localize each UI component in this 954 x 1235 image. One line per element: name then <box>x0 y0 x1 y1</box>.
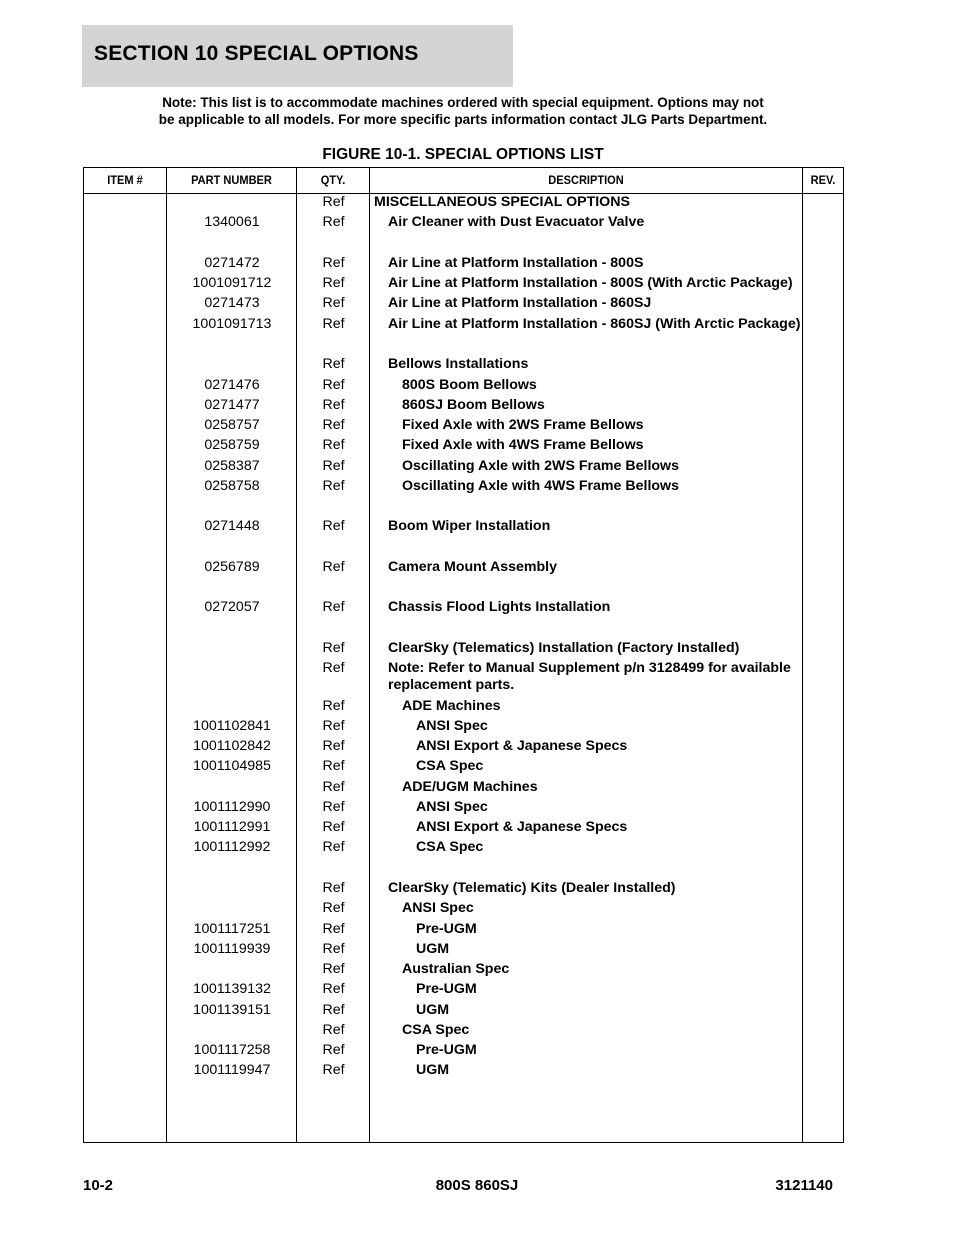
qty-cell: Ref <box>322 599 345 615</box>
part-number-cell: 1001112992 <box>193 839 271 855</box>
description-text-continued: replacement parts. <box>388 677 515 693</box>
description-cell <box>388 640 739 657</box>
qty-cell: Ref <box>322 1062 345 1078</box>
qty-cell: Ref <box>322 738 345 754</box>
part-number-cell: 0258759 <box>204 437 260 453</box>
description-text: ClearSky (Telematic) Kits (Dealer Installed) <box>388 880 676 896</box>
part-number-cell: 0258387 <box>204 458 260 474</box>
part-number-cell: 1001102842 <box>193 738 271 754</box>
description-text: ANSI Spec <box>416 718 488 734</box>
description-text: Chassis Flood Lights Installation <box>388 599 611 615</box>
description-cell <box>402 437 644 454</box>
part-number-cell: 0272057 <box>204 599 260 615</box>
qty-cell: Ref <box>322 295 345 311</box>
part-number-cell: 1001112991 <box>193 819 271 835</box>
description-text: Pre-UGM <box>416 1042 477 1058</box>
special-options-table <box>83 167 844 1143</box>
qty-cell: Ref <box>322 718 345 734</box>
qty-cell: Ref <box>322 478 345 494</box>
qty-cell: Ref <box>322 799 345 815</box>
qty-cell: Ref <box>322 941 345 957</box>
part-number-cell: 1340061 <box>204 214 260 230</box>
qty-cell: Ref <box>322 458 345 474</box>
description-text: 860SJ Boom Bellows <box>402 397 545 413</box>
qty-cell: Ref <box>322 275 345 291</box>
part-number-cell: 1001104985 <box>193 758 271 774</box>
part-number-cell: 1001117251 <box>193 921 271 937</box>
part-number-cell: 0258758 <box>204 478 260 494</box>
description-text: Air Line at Platform Installation - 860SJ (With Arctic Package) <box>388 316 801 332</box>
section-banner <box>82 25 513 87</box>
description-text: Air Line at Platform Installation - 800S (With Arctic Package) <box>388 275 793 291</box>
description-cell <box>388 255 643 272</box>
description-text: Pre-UGM <box>416 981 477 997</box>
footer-model: 800S 860SJ <box>435 1177 519 1194</box>
qty-cell: Ref <box>322 779 345 795</box>
description-cell <box>402 397 545 414</box>
part-number-cell: 1001102841 <box>193 718 271 734</box>
qty-cell: Ref <box>322 255 345 271</box>
description-text: 800S Boom Bellows <box>402 377 537 393</box>
description-text: Air Cleaner with Dust Evacuator Valve <box>388 214 645 230</box>
description-text: Fixed Axle with 2WS Frame Bellows <box>402 417 644 433</box>
qty-cell: Ref <box>322 397 345 413</box>
part-number-cell: 1001139132 <box>193 981 271 997</box>
column-header-rev: REV. <box>810 173 836 187</box>
description-cell <box>402 779 538 796</box>
description-cell <box>374 194 630 211</box>
description-cell <box>416 819 627 836</box>
description-text: ANSI Spec <box>402 900 474 916</box>
description-cell <box>388 559 557 576</box>
column-divider <box>802 168 803 1142</box>
qty-cell: Ref <box>322 900 345 916</box>
qty-cell: Ref <box>322 1042 345 1058</box>
description-cell <box>416 941 449 958</box>
section-title: SECTION 10 SPECIAL OPTIONS <box>94 42 419 65</box>
part-number-cell: 0271473 <box>204 295 260 311</box>
footer-page-number: 10-2 <box>83 1177 114 1194</box>
column-header-description: DESCRIPTION <box>548 173 624 187</box>
description-text: Camera Mount Assembly <box>388 559 557 575</box>
column-header-item: ITEM # <box>107 173 143 187</box>
description-text: CSA Spec <box>416 758 484 774</box>
description-text: ANSI Spec <box>416 799 488 815</box>
description-cell <box>416 839 483 856</box>
description-text: ANSI Export & Japanese Specs <box>416 819 628 835</box>
description-text: UGM <box>416 941 450 957</box>
part-number-cell: 0271477 <box>204 397 260 413</box>
footer-doc-number: 3121140 <box>775 1177 833 1194</box>
description-cell <box>402 417 644 434</box>
part-number-cell: 1001119939 <box>193 941 271 957</box>
figure-title: FIGURE 10-1. SPECIAL OPTIONS LIST <box>322 146 604 163</box>
part-number-cell: 1001139151 <box>193 1002 271 1018</box>
qty-cell: Ref <box>322 839 345 855</box>
description-cell <box>416 1042 477 1059</box>
description-text: UGM <box>416 1062 450 1078</box>
description-cell <box>416 799 488 816</box>
qty-cell: Ref <box>322 880 345 896</box>
description-cell <box>416 1062 449 1079</box>
description-cell <box>388 316 800 333</box>
qty-cell: Ref <box>322 437 345 453</box>
description-text: Pre-UGM <box>416 921 477 937</box>
qty-cell: Ref <box>322 698 345 714</box>
description-text: UGM <box>416 1002 450 1018</box>
part-number-cell: 0271476 <box>204 377 260 393</box>
description-text: ADE/UGM Machines <box>402 779 538 795</box>
part-number-cell: 0258757 <box>204 417 260 433</box>
column-header-part-number: PART NUMBER <box>191 173 272 187</box>
qty-cell: Ref <box>322 417 345 433</box>
qty-cell: Ref <box>322 559 345 575</box>
qty-cell: Ref <box>322 758 345 774</box>
description-cell <box>388 295 651 312</box>
qty-cell: Ref <box>322 640 345 656</box>
part-number-cell: 1001119947 <box>193 1062 271 1078</box>
description-text: Note: Refer to Manual Supplement p/n 3128499 for available <box>388 660 791 676</box>
description-cell <box>402 478 679 495</box>
part-number-cell: 1001091713 <box>192 316 272 332</box>
description-cell <box>402 900 474 917</box>
description-cell <box>416 758 483 775</box>
description-cell <box>388 599 610 616</box>
part-number-cell: 0256789 <box>204 559 260 575</box>
qty-cell: Ref <box>322 921 345 937</box>
description-cell <box>388 880 676 897</box>
description-cell <box>416 738 627 755</box>
qty-cell: Ref <box>322 961 345 977</box>
qty-cell: Ref <box>322 518 345 534</box>
qty-cell: Ref <box>322 660 345 676</box>
description-text: Air Line at Platform Installation - 800S <box>388 255 644 271</box>
description-cell <box>402 1022 469 1039</box>
description-text: ANSI Export & Japanese Specs <box>416 738 628 754</box>
column-header-qty: QTY. <box>320 173 346 187</box>
description-cell <box>402 698 501 715</box>
description-cell <box>416 921 477 938</box>
qty-cell: Ref <box>322 819 345 835</box>
description-cell <box>402 377 537 394</box>
qty-cell: Ref <box>322 194 345 210</box>
description-text: MISCELLANEOUS SPECIAL OPTIONS <box>374 194 630 210</box>
description-text: ADE Machines <box>402 698 501 714</box>
qty-cell: Ref <box>322 316 345 332</box>
description-text: Australian Spec <box>402 961 510 977</box>
part-number-cell: 1001117258 <box>193 1042 271 1058</box>
qty-cell: Ref <box>322 1002 345 1018</box>
qty-cell: Ref <box>322 214 345 230</box>
description-text: Oscillating Axle with 4WS Frame Bellows <box>402 478 679 494</box>
description-text: CSA Spec <box>416 839 484 855</box>
description-cell <box>388 660 791 694</box>
description-text: Oscillating Axle with 2WS Frame Bellows <box>402 458 679 474</box>
qty-cell: Ref <box>322 981 345 997</box>
description-text: Air Line at Platform Installation - 860SJ <box>388 295 652 311</box>
description-cell <box>388 356 528 373</box>
description-text: CSA Spec <box>402 1022 470 1038</box>
intro-note-line-1: Note: This list is to accommodate machines ordered with special equipment. Options may not <box>162 95 764 110</box>
part-number-cell: 1001091712 <box>192 275 272 291</box>
description-text: ClearSky (Telematics) Installation (Factory Installed) <box>388 640 740 656</box>
intro-note-line-2: be applicable to all models. For more specific parts information contact JLG Parts Department. <box>158 112 768 127</box>
description-cell <box>416 718 488 735</box>
description-cell <box>388 214 644 231</box>
description-cell <box>388 275 793 292</box>
description-cell <box>416 1002 449 1019</box>
description-text: Fixed Axle with 4WS Frame Bellows <box>402 437 644 453</box>
description-cell <box>402 458 679 475</box>
description-cell <box>416 981 477 998</box>
description-text: Bellows Installations <box>388 356 529 372</box>
part-number-cell: 1001112990 <box>193 799 271 815</box>
qty-cell: Ref <box>322 1022 345 1038</box>
description-text: Boom Wiper Installation <box>388 518 551 534</box>
description-cell <box>388 518 550 535</box>
qty-cell: Ref <box>322 356 345 372</box>
description-cell <box>402 961 509 978</box>
part-number-cell: 0271472 <box>204 255 260 271</box>
part-number-cell: 0271448 <box>204 518 260 534</box>
qty-cell: Ref <box>322 377 345 393</box>
intro-note <box>82 94 844 128</box>
